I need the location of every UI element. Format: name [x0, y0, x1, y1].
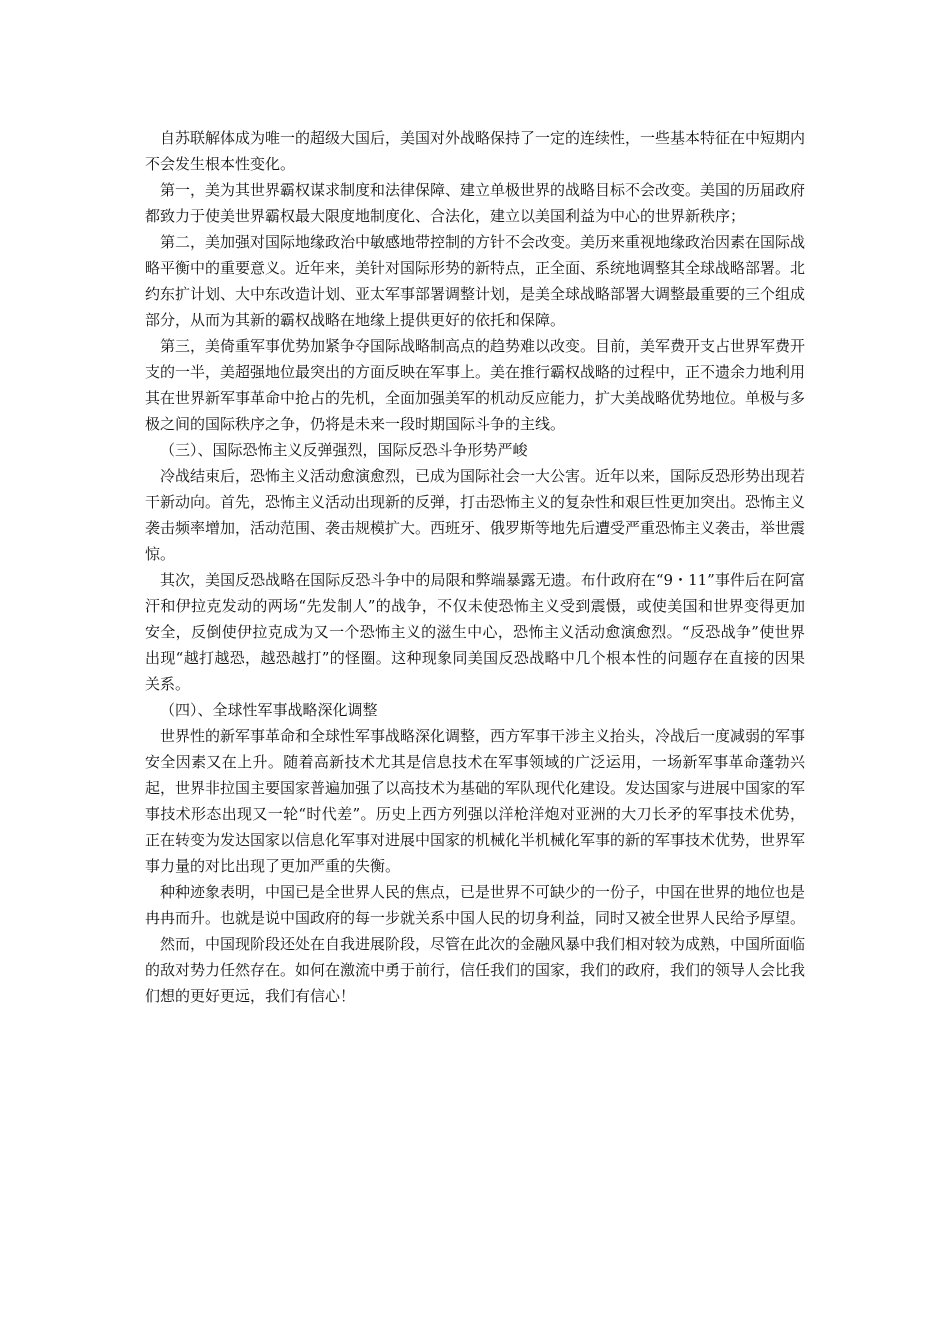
paragraph-conclusion: 然而，中国现阶段还处在自我进展阶段，尽管在此次的金融风暴中我们相对较为成熟，中国所面临的敌对势力任然存在。如何在激流中勇于前行，信任我们的国家，我们的政府，我们的领导人会比我们想的更好更远，我们有信心！ [145, 935, 806, 1005]
paragraph-us-counterterrorism: 其次，美国反恐战略在国际反恐斗争中的局限和弊端暴露无遗。布什政府在“9・11”事件后在阿富汗和伊拉克发动的两场“先发制人”的战争，不仅未使恐怖主义受到震慑，或使美国和世界变得更加安全，反倒使伊拉克成为又一个恐怖主义的滋生中心，恐怖主义活动愈演愈烈。“反恐战争”使世界出现“越打越恐，越恐越打”的怪圈。这种现象同美国反恐战略中几个根本性的问题存在直接的因果关系。 [145, 571, 805, 693]
paragraph-point-two: 第二，美加强对国际地缘政治中敏感地带控制的方针不会改变。美历来重视地缘政治因素在国际战略平衡中的重要意义。近年来，美针对国际形势的新特点，正全面、系统地调整其全球战略部署。北约东扩计划、大中东改造计划、亚太军事部署调整计划，是美全球战略部署大调整最重要的三个组成部分，从而为其新的霸权战略在地缘上提供更好的依托和保障。 [145, 233, 806, 329]
paragraph-terrorism-trend: 冷战结束后，恐怖主义活动愈演愈烈，已成为国际社会一大公害。近年以来，国际反恐形势出现若干新动向。首先，恐怖主义活动出现新的反弹，打击恐怖主义的复杂性和艰巨性更加突出。恐怖主义袭击频率增加，活动范围、袭击规模扩大。西班牙、俄罗斯等地先后遭受严重恐怖主义袭击，举世震惊。 [145, 467, 806, 563]
section-heading-four: （四）、全球性军事战略深化调整 [160, 701, 378, 719]
section-heading-three: （三）、国际恐怖主义反弹强烈，国际反恐斗争形势严峻 [160, 441, 528, 459]
paragraph-china-status: 种种迹象表明，中国已是全世界人民的焦点，已是世界不可缺少的一份子，中国在世界的地位也是冉冉而升。也就是说中国政府的每一步就关系中国人民的切身利益，同时又被全世界人民给予厚望。 [145, 883, 806, 927]
paragraph-point-three: 第三，美倚重军事优势加紧争夺国际战略制高点的趋势难以改变。目前，美军费开支占世界军费开支的一半，美超强地位最突出的方面反映在军事上。美在推行霸权战略的过程中，正不遗余力地利用其在世界新军事革命中抢占的先机，全面加强美军的机动反应能力，扩大美战略优势地位。单极与多极之间的国际秩序之争，仍将是未来一段时期国际斗争的主线。 [145, 337, 806, 433]
paragraph-intro: 自苏联解体成为唯一的超级大国后，美国对外战略保持了一定的连续性，一些基本特征在中短期内不会发生根本性变化。 [145, 129, 806, 173]
paragraph-point-one: 第一，美为其世界霸权谋求制度和法律保障、建立单极世界的战略目标不会改变。美国的历届政府都致力于使美世界霸权最大限度地制度化、合法化，建立以美国利益为中心的世界新秩序； [145, 181, 806, 225]
paragraph-military-revolution: 世界性的新军事革命和全球性军事战略深化调整，西方军事干涉主义抬头，冷战后一度减弱的军事安全因素又在上升。随着高新技术尤其是信息技术在军事领域的广泛运用，一场新军事革命蓬勃兴起，世界非拉国主要国家普遍加强了以高技术为基础的军队现代化建设。发达国家与进展中国家的军事技术形态出现又一轮“时代差”。历史上西方列强以洋枪洋炮对亚洲的大刀长矛的军事技术优势，正在转变为发达国家以信息化军事对进展中国家的机械化半机械化军事的新的军事技术优势，世界军事力量的对比出现了更加严重的失衡。 [145, 727, 806, 875]
document-body [145, 125, 805, 1009]
